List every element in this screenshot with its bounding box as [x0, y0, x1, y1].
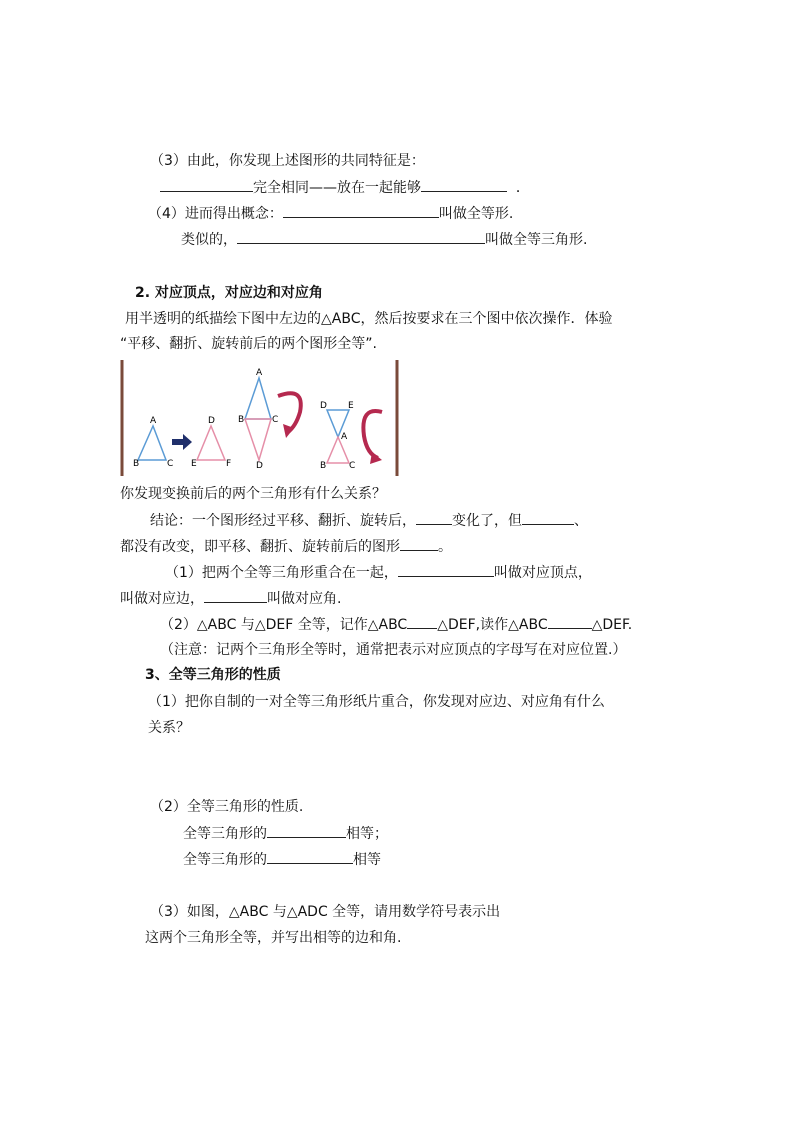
prop2-a: 全等三角形的: [183, 852, 267, 868]
transform-figure-svg: [120, 360, 400, 476]
label-a4: A: [341, 432, 348, 442]
p2-c: △DEF.: [591, 617, 633, 633]
conclusion-line-1: [150, 510, 588, 531]
p1-blank-1[interactable]: [398, 562, 494, 577]
p2-line: [160, 614, 632, 635]
label-c3: C: [272, 415, 279, 425]
section2-note: （注意：记两个三角形全等时，通常把表示对应顶点的字母写在对应位置.）: [160, 642, 627, 658]
section3-q1-line-2: 关系？: [148, 720, 190, 736]
conclusion-a: 结论：一个图形经过平移、翻折、旋转后，: [150, 513, 416, 529]
q3-end: ．: [515, 180, 530, 196]
section3-q2-title: （2）全等三角形的性质.: [150, 799, 304, 815]
conclusion-d: 都没有改变，即平移、翻折、旋转前后的图形: [120, 539, 400, 555]
similar-tail: 叫做全等三角形.: [485, 232, 588, 248]
label-d2: D: [208, 416, 215, 426]
p1-c: 叫做对应边，: [120, 591, 204, 607]
q3-line: [160, 177, 530, 198]
conclusion-blank-2[interactable]: [522, 510, 574, 525]
flip-triangle-top: [245, 378, 271, 419]
q4-blank[interactable]: [283, 203, 439, 218]
q3-blank-1[interactable]: [160, 177, 253, 192]
label-d3: D: [256, 461, 263, 471]
conclusion-line-2: [120, 536, 452, 557]
rotate-arrow-head: [370, 452, 382, 464]
label-f2: F: [226, 459, 232, 469]
label-d4: D: [320, 401, 327, 411]
prop2-blank[interactable]: [267, 849, 353, 864]
similar-blank[interactable]: [237, 229, 485, 244]
label-e4: E: [348, 401, 354, 411]
p1-b: 叫做对应顶点，: [493, 565, 592, 581]
label-b1: B: [133, 459, 140, 469]
similar-line: [181, 229, 587, 250]
label-a3: A: [256, 368, 263, 378]
prop1-b: 相等；: [346, 826, 388, 842]
conclusion-e: 。: [438, 539, 452, 555]
p2-blank-1[interactable]: [407, 614, 437, 629]
label-b4: B: [320, 461, 327, 471]
q4-tail: 叫做全等形.: [438, 206, 514, 222]
label-a1: A: [150, 416, 157, 426]
prop2-b: 相等: [353, 852, 381, 868]
triangle-abc: [138, 426, 166, 460]
conclusion-blank-1[interactable]: [416, 510, 452, 525]
section3-q3-line-1: （3）如图，△ABC 与△ADC 全等，请用数学符号表示出: [150, 904, 501, 920]
q3-mid: 完全相同——放在一起能够: [253, 180, 421, 196]
label-b3: B: [238, 415, 245, 425]
q4-title: （4）进而得出概念：: [148, 206, 283, 222]
section2-intro-2: “平移、翻折、旋转前后的两个图形全等”.: [120, 336, 377, 352]
prop1-a: 全等三角形的: [183, 826, 267, 842]
property-line-2: [183, 849, 381, 870]
section3-q3-line-2: 这两个三角形全等，并写出相等的边和角.: [145, 930, 402, 946]
translate-arrow-head: [183, 434, 192, 450]
p2-b: △DEF,读作△ABC: [437, 617, 548, 633]
p1-d: 叫做对应角.: [267, 591, 342, 607]
label-c1: C: [167, 459, 174, 469]
prop1-blank[interactable]: [267, 823, 346, 838]
section3-q1-line-1: （1）把你自制的一对全等三角形纸片重合，你发现对应边、对应角有什么: [148, 694, 605, 710]
conclusion-c: 、: [574, 513, 588, 529]
section2-question: 你发现变换前后的两个三角形有什么关系？: [120, 486, 386, 502]
triangle-def: [197, 426, 225, 460]
property-line-1: [183, 823, 388, 844]
section2-heading: 2. 对应顶点，对应边和对应角: [135, 285, 323, 301]
section3-heading: 3、全等三角形的性质: [145, 667, 281, 683]
p2-a: （2）△ABC 与△DEF 全等，记作△ABC: [160, 617, 408, 633]
flip-triangle-bottom: [245, 419, 271, 460]
p1-line-2: [120, 588, 341, 609]
q3-blank-2[interactable]: [421, 177, 507, 192]
section2-intro-1: 用半透明的纸描绘下图中左边的△ABC，然后按要求在三个图中依次操作．体验: [125, 311, 613, 327]
conclusion-b: 变化了，但: [452, 513, 522, 529]
p1-a: （1）把两个全等三角形重合在一起，: [165, 565, 398, 581]
conclusion-blank-3[interactable]: [400, 536, 438, 551]
transform-figure: [120, 360, 400, 476]
p2-blank-2[interactable]: [548, 614, 592, 629]
similar-head: 类似的，: [181, 232, 237, 248]
p1-blank-2[interactable]: [204, 588, 267, 603]
p1-line-1: [165, 562, 592, 583]
translate-arrow-shaft: [172, 439, 184, 445]
q4-line: [148, 203, 513, 224]
label-c4: C: [349, 461, 356, 471]
label-e2: E: [191, 459, 197, 469]
q3-title: （3）由此，你发现上述图形的共同特征是：: [150, 153, 425, 169]
flip-arrow-curve: [278, 393, 301, 432]
rotate-arrow-curve: [363, 411, 382, 458]
